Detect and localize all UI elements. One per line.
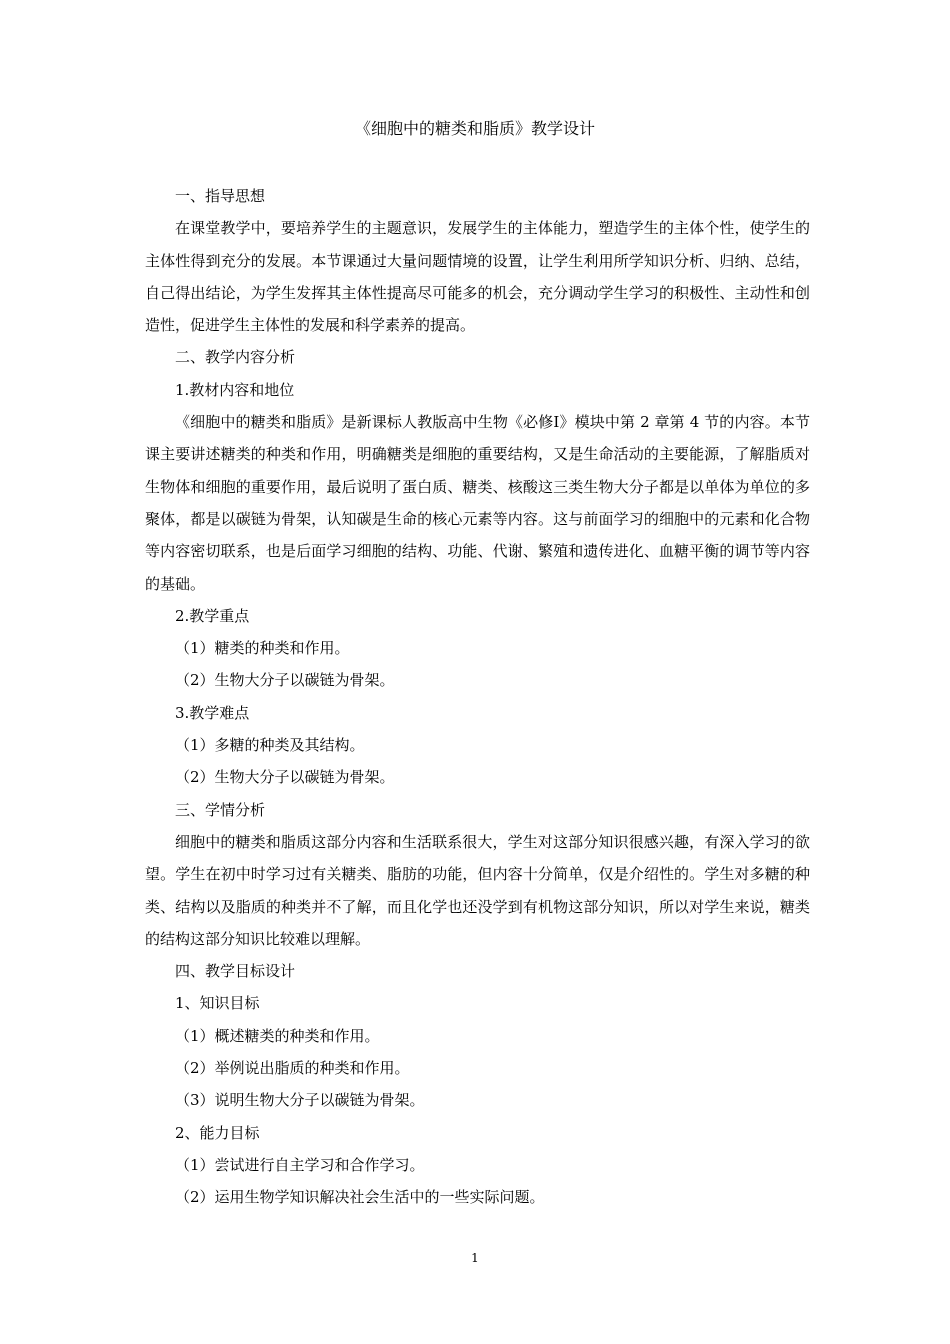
list-item: （2）举例说出脂质的种类和作用。 [175, 1059, 410, 1078]
section-heading-objectives: 四、教学目标设计 [175, 962, 296, 981]
section-heading-content-analysis: 二、教学内容分析 [175, 348, 296, 367]
list-item: （1）糖类的种类和作用。 [175, 639, 350, 658]
section-heading-guiding-thought: 一、指导思想 [175, 187, 266, 205]
paragraph-student-analysis: 细胞中的糖类和脂质这部分内容和生活联系很大，学生对这部分知识很感兴趣，有深入学习的欲望。学生在初中时学习过有关糖类、脂肪的功能，但内容十分简单，仅是介绍性的。学生对多糖的种类、结构以及脂质的种类并不了解，而且化学也还没学到有机物这部分知识，所以对学生来说，糖类的结构这部分知识比较难以理解。 [145, 832, 810, 948]
subheading-difficult-points: 3.教学难点 [175, 703, 250, 722]
page-number: 1 [471, 1251, 479, 1265]
list-item: （2）生物大分子以碳链为骨架。 [175, 768, 395, 787]
subheading-key-points: 2.教学重点 [175, 606, 250, 625]
list-item: （3）说明生物大分子以碳链为骨架。 [175, 1091, 425, 1110]
list-item: （1）尝试进行自主学习和合作学习。 [175, 1155, 425, 1174]
subheading-material-position: 1.教材内容和地位 [175, 380, 295, 399]
list-item: （2）生物大分子以碳链为骨架。 [175, 671, 395, 690]
list-item: （2）运用生物学知识解决社会生活中的一些实际问题。 [175, 1188, 545, 1207]
subheading-knowledge-objectives: 1、知识目标 [175, 994, 260, 1013]
subheading-ability-objectives: 2、能力目标 [175, 1123, 260, 1142]
document-body [145, 180, 810, 1214]
list-item: （1）多糖的种类及其结构。 [175, 736, 365, 755]
paragraph-guiding-thought: 在课堂教学中，要培养学生的主题意识，发展学生的主体能力，塑造学生的主体个性，使学生的主体性得到充分的发展。本节课通过大量问题情境的设置，让学生利用所学知识分析、归纳、总结，自己得出结论，为学生发挥其主体性提高尽可能多的机会，充分调动学生学习的积极性、主动性和创造性，促进学生主体性的发展和科学素养的提高。 [145, 219, 810, 335]
paragraph-material-position: 《细胞中的糖类和脂质》是新课标人教版高中生物《必修Ⅰ》模块中第 2 章第 4 节的内容。本节课主要讲述糖类的种类和作用，明确糖类是细胞的重要结构，又是生命活动的主要能源，了解脂质对生物体和细胞的重要作用，最后说明了蛋白质、糖类、核酸这三类生物大分子都是以单体为单位的多聚体，都是以碳链为骨架，认知碳是生命的核心元素等内容。这与前面学习的细胞中的元素和化合物等内容密切联系，也是后面学习细胞的结构、功能、代谢、繁殖和遗传进化、血糖平衡的调节等内容的基础。 [145, 413, 810, 593]
document-title: 《细胞中的糖类和脂质》教学设计 [354, 119, 595, 138]
section-heading-student-analysis: 三、学情分析 [175, 800, 266, 819]
list-item: （1）概述糖类的种类和作用。 [175, 1026, 380, 1045]
